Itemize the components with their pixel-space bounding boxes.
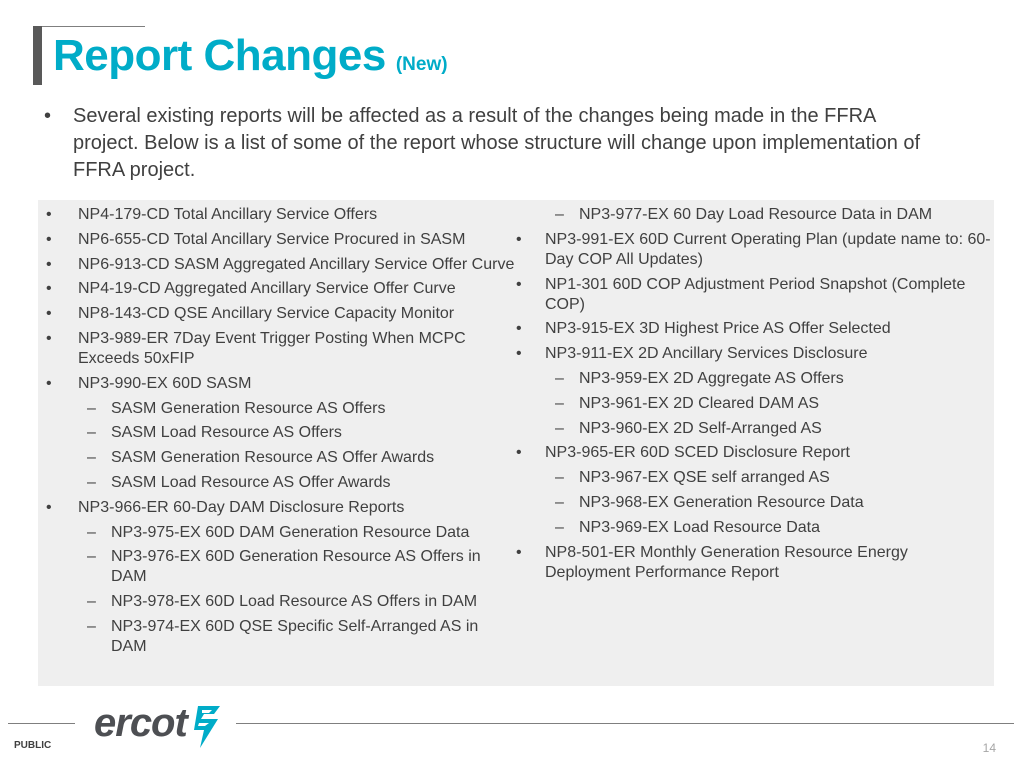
report-sub-item <box>38 617 518 657</box>
bullet-marker: • <box>516 320 522 338</box>
bullet-marker: • <box>46 329 52 347</box>
bullet-marker: • <box>46 255 52 273</box>
bullet-marker: • <box>516 345 522 363</box>
report-item-text: NP3-977-EX 60 Day Load Resource Data in DAM <box>579 206 933 223</box>
intro-bullet: • <box>44 105 52 127</box>
report-item-text: NP3-989-ER 7Day Event Trigger Posting When MCPC Exceeds 50xFIP <box>78 329 466 367</box>
report-sub-item <box>516 518 994 538</box>
classification-label: PUBLIC <box>14 740 52 751</box>
left-report-column <box>38 205 518 662</box>
dash-marker: – <box>87 548 96 566</box>
report-list-item <box>38 255 518 275</box>
dash-marker: – <box>555 394 564 412</box>
report-sub-item <box>38 473 518 493</box>
report-sub-item <box>516 369 994 389</box>
report-item-text: NP3-969-EX Load Resource Data <box>579 518 821 536</box>
report-sub-item <box>38 547 518 587</box>
page-title-text: Report Changes <box>53 31 386 80</box>
report-item-text: NP3-959-EX 2D Aggregate AS Offers <box>579 369 844 387</box>
report-item-text: NP3-915-EX 3D Highest Price AS Offer Selected <box>545 320 891 338</box>
report-item-text: NP3-991-EX 60D Current Operating Plan (update name to: 60-Day COP All Updates) <box>545 230 991 268</box>
report-item-text: NP4-179-CD Total Ancillary Service Offers <box>78 206 378 223</box>
report-sub-item <box>38 423 518 443</box>
page-number: 14 <box>982 741 996 755</box>
report-list-item <box>38 498 518 518</box>
page-title-tag: (New) <box>395 54 448 75</box>
dash-marker: – <box>87 424 96 442</box>
report-list-item <box>38 304 518 324</box>
report-item-text: NP3-966-ER 60-Day DAM Disclosure Reports <box>78 498 405 516</box>
report-list-item <box>516 443 994 463</box>
dash-marker: – <box>555 493 564 511</box>
report-item-text: SASM Load Resource AS Offer Awards <box>111 473 391 491</box>
report-item-text: NP3-960-EX 2D Self-Arranged AS <box>579 419 822 437</box>
footer-rule-right <box>236 723 1014 724</box>
dash-marker: – <box>555 469 564 487</box>
bullet-marker: • <box>46 206 52 223</box>
report-sub-item <box>516 468 994 488</box>
bullet-marker: • <box>46 498 52 516</box>
dash-marker: – <box>555 369 564 387</box>
bullet-marker: • <box>46 374 52 392</box>
report-sub-item <box>38 592 518 612</box>
report-item-text: NP3-975-EX 60D DAM Generation Resource Data <box>111 523 470 541</box>
dash-marker: – <box>555 518 564 536</box>
dash-marker: – <box>555 206 564 223</box>
bullet-marker: • <box>46 230 52 248</box>
report-list-item <box>516 230 994 270</box>
report-item-text: NP3-968-EX Generation Resource Data <box>579 493 864 511</box>
dash-marker: – <box>87 523 96 541</box>
ercot-logo-text: ercot <box>94 701 187 745</box>
report-list-item <box>38 374 518 394</box>
bullet-marker: • <box>516 444 522 462</box>
report-sub-item <box>38 523 518 543</box>
dash-marker: – <box>87 449 96 467</box>
dash-marker: – <box>87 473 96 491</box>
report-item-text: NP4-19-CD Aggregated Ancillary Service Offer Curve <box>78 280 456 298</box>
report-item-text: NP8-501-ER Monthly Generation Resource Energy Deployment Performance Report <box>545 543 908 581</box>
report-list-item <box>38 230 518 250</box>
report-item-text: SASM Generation Resource AS Offers <box>111 399 386 417</box>
report-sub-item <box>516 394 994 414</box>
bullet-marker: • <box>516 230 522 248</box>
bullet-marker: • <box>516 543 522 561</box>
report-item-text: NP6-913-CD SASM Aggregated Ancillary Service Offer Curve <box>78 255 515 273</box>
report-item-text: NP3-978-EX 60D Load Resource AS Offers in DAM <box>111 593 478 611</box>
report-list-item <box>516 543 994 583</box>
bullet-marker: • <box>46 305 52 323</box>
report-item-text: NP8-143-CD QSE Ancillary Service Capacity Monitor <box>78 305 455 323</box>
report-list-item <box>516 344 994 364</box>
dash-marker: – <box>87 399 96 417</box>
report-item-text: NP3-965-ER 60D SCED Disclosure Report <box>545 444 850 462</box>
right-report-column <box>516 205 994 587</box>
report-item-text: NP3-911-EX 2D Ancillary Services Disclosure <box>545 345 868 363</box>
bullet-marker: • <box>46 280 52 298</box>
report-item-text: NP3-990-EX 60D SASM <box>78 374 252 392</box>
report-item-text: NP6-655-CD Total Ancillary Service Procured in SASM <box>78 230 466 248</box>
report-sub-item <box>38 399 518 419</box>
dash-marker: – <box>87 617 96 635</box>
intro-paragraph <box>44 103 944 184</box>
report-list-item <box>516 275 994 315</box>
report-sub-item <box>38 448 518 468</box>
report-item-text: NP3-976-EX 60D Generation Resource AS Offers in DAM <box>111 548 481 586</box>
report-sub-item <box>516 419 994 439</box>
report-list-panel <box>38 200 994 686</box>
lightning-bolt-icon <box>190 704 224 750</box>
ercot-logo <box>94 700 228 752</box>
report-list-item <box>38 205 518 225</box>
title-accent-bar <box>33 26 42 85</box>
title-top-rule <box>34 26 145 27</box>
report-item-text: SASM Load Resource AS Offers <box>111 424 342 442</box>
report-item-text: SASM Generation Resource AS Offer Awards <box>111 449 435 467</box>
bullet-marker: • <box>516 275 522 293</box>
report-item-text: NP3-967-EX QSE self arranged AS <box>579 469 830 487</box>
report-item-text: NP3-974-EX 60D QSE Specific Self-Arranged AS in DAM <box>111 617 479 655</box>
report-item-text: NP3-961-EX 2D Cleared DAM AS <box>579 394 820 412</box>
report-sub-item <box>516 205 994 225</box>
report-list-item <box>38 279 518 299</box>
dash-marker: – <box>555 419 564 437</box>
report-list-item <box>38 329 518 369</box>
report-item-text: NP1-301 60D COP Adjustment Period Snapshot (Complete COP) <box>545 275 966 313</box>
page-title <box>53 31 448 81</box>
dash-marker: – <box>87 593 96 611</box>
footer-rule-left <box>8 723 75 724</box>
report-list-item <box>516 319 994 339</box>
intro-text: Several existing reports will be affected as a result of the changes being made in the FFRA project. Below is a list of some of the report whose structure will change upon implementation of FFRA project. <box>73 105 921 181</box>
report-sub-item <box>516 493 994 513</box>
